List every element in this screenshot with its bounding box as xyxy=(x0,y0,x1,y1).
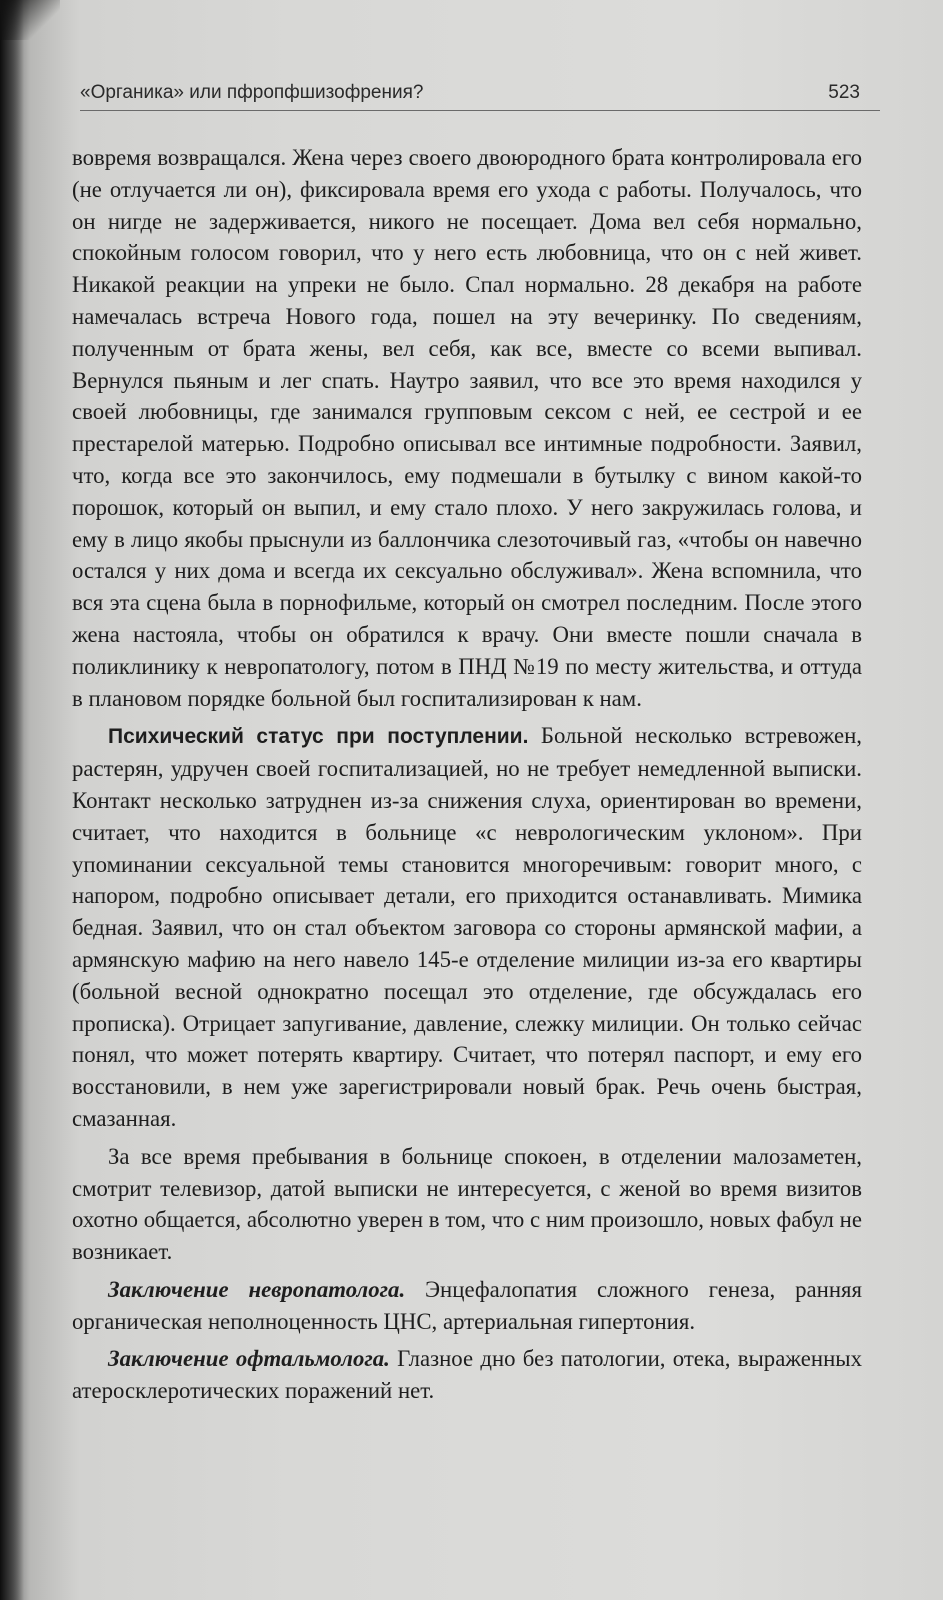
paragraph-3: За все время пребывания в больнице спокоен, в отделении малозаметен, смотрит телевизор, датой выписки не интересуется, с женой во время визитов охотно общается, абсолютно уверен в том, что с ним произошло, новых фабул не возникает. xyxy=(72,1143,862,1265)
paragraph-4-text: Энцефалопатия сложного генеза, ранняя органическая неполноценность ЦНС, артериальная гипертония. xyxy=(72,1276,862,1334)
running-title: «Органика» или пфропфшизофрения? xyxy=(80,82,424,103)
paragraph-1: вовремя возвращался. Жена через своего двоюродного брата контролировала его (не отлучается ли он), фиксировала время его ухода с работы. Получалось, что он нигде не задерживается, никого не посещает. Дома вел себя нормально, спокойным голосом говорил, что у него есть любовница, что он с ней живет. Никакой реакции на упреки не было. Спал нормально. 28 декабря на работе намечалась встреча Нового года, пошел на эту вечеринку. По сведениям, полученным от брата жены, вел себя, как все, вместе со всеми выпивал. Вернулся пьяным и лег спать. Наутро заявил, что все это время находился у своей любовницы, где занимался групповым сексом с ней, ее сестрой и ее престарелой матерью. Подробно описывал все интимные подробности. Заявил, что, когда все это закончилось, ему подмешали в бутылку с вином какой-то порошок, который он выпил, и ему стало плохо. У него закружилась голова, и ему в лицо якобы прыснули из баллончика слезоточивый газ, «чтобы он навечно остался у них дома и всегда их сексуально обслуживал». Жена вспомнила, что вся эта сцена была в порнофильме, который он смотрел последним. После этого жена настояла, чтобы он обратился к врачу. Они вместе пошли сначала в поликлинику к невропатологу, потом в ПНД №19 по месту жительства, и оттуда в плановом порядке больной был госпитализирован к нам. xyxy=(72,145,862,711)
body-text xyxy=(72,142,862,1407)
paragraph-4-heading: Заключение невропатолога. xyxy=(108,1276,406,1302)
paragraph-4 xyxy=(72,1274,862,1338)
page-number: 523 xyxy=(828,82,860,103)
paragraph-5-heading: Заключение офтальмолога. xyxy=(108,1346,390,1372)
paragraph-5-text: Глазное дно без патологии, отека, выраженных атеросклеротических поражений нет. xyxy=(72,1346,862,1404)
corner-shadow xyxy=(0,0,60,40)
paragraph-5 xyxy=(72,1343,862,1407)
page-header xyxy=(80,76,880,111)
spine-shadow xyxy=(0,0,24,1600)
paragraph-2-heading: Психический статус при поступлении. xyxy=(108,725,529,749)
paragraph-2-text: Больной несколько встревожен, растерян, удручен своей госпитализацией, но не требует немедленной выписки. Контакт несколько затруднен из-за снижения слуха, ориентирован во времени, считает, что находится в больнице «с неврологическим уклоном». При упоминании сексуальной темы становится многоречивым: говорит много, с напором, подробно описывает детали, его приходится останавливать. Мимика бедная. Заявил, что он стал объектом заговора со стороны армянской мафии, а армянскую мафию на него навело 145-е отделение милиции из-за его квартиры (больной весной однократно посещал это отделение, где обсуждалась его прописка). Отрицает запугивание, давление, слежку милиции. Он только сейчас понял, что может потерять квартиру. Считает, что потерял паспорт, и ему его восстановили, в нем уже зарегистрировали новый брак. Речь очень быстрая, смазанная. xyxy=(72,723,862,1131)
paragraph-2 xyxy=(72,720,862,1134)
